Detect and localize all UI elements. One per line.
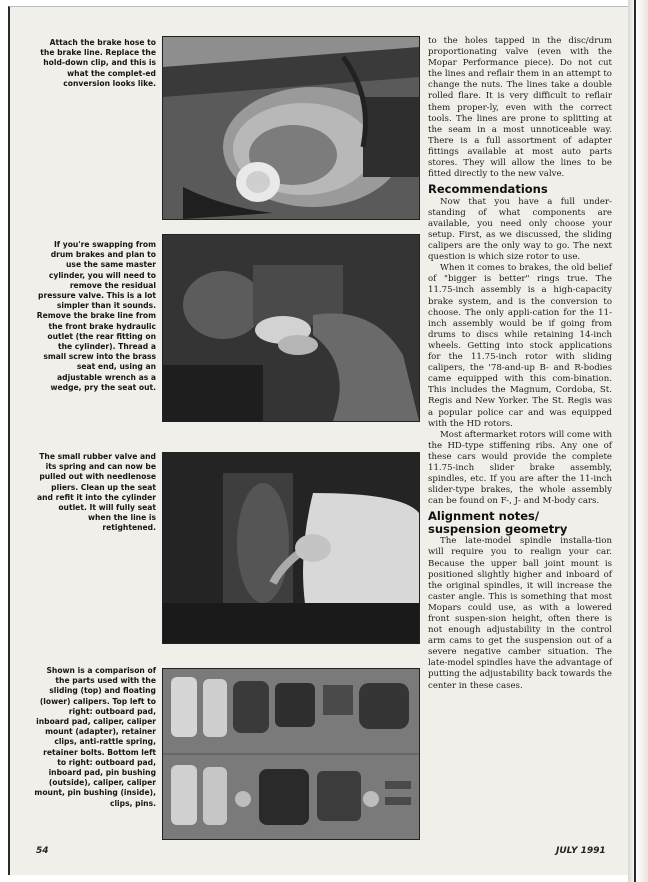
recommendations-paragraph-2: When it comes to brakes, the old belief of "bigger is better" rings true. The 11.75-inch assembly is a high-capacity brake system, and is the conversion to choose. The only appli-cation for the 11-inch assembly would be if going from drums to discs while retaining 14-inch wheels. Getting into stock applications for the 11.75-inch rotor with sliding calipers, the '78-and-up B- and R-bodies came equipped with this com-bination. This includes the Magnum, Cordoba, St. Regis and New Yorker. The St. Regis was a popular police car and was equipped with the HD rotors. xyxy=(428,263,612,429)
caption-brake-hose: Attach the brake hose to the brake line. Replace the hold-down clip, and this is what the complet-ed conversion looks like. xyxy=(40,38,156,88)
recommendations-paragraph-1: Now that you have a full under-standing of what components are available, you need only choose your setup. First, as we discussed, the sliding calipers are the only way to go. The next question is which size rotor to use. xyxy=(428,196,612,263)
photo-caliper-parts-comparison xyxy=(162,668,420,840)
scan-edge xyxy=(628,0,648,882)
page-number: 54 xyxy=(36,846,49,856)
issue-date: JULY 1991 xyxy=(556,846,606,856)
article-column xyxy=(428,36,612,692)
recommendations-paragraph-3: Most aftermarket rotors will come with the HD-type stiffening ribs. Any one of these cars would provide the complete 11.75-inch slider brake assembly, spindles, etc. If you are after the 11-inch slider-type brakes, the whole assembly can be found on F-, J- and M-body cars. xyxy=(428,429,612,507)
alignment-paragraph-1: The late-model spindle installa-tion will require you to realign your car. Because the upper ball joint mount is positioned slightly higher and inboard of the original spindles, it will increase the caster angle. This is something that most Mopars could use, as with a lowered front suspen-sion height, often there is not enough adjustability in the control arm cams to get the suspension out of a severe negative camber situation. The late-model spindles have the advantage of putting the adjustability back towards the center in these cases. xyxy=(428,536,612,691)
heading-recommendations: Recommendations xyxy=(428,182,548,197)
caption-parts-comparison: Shown is a comparison of the parts used with the sliding (top) and floating (lower) calipers. Top left to right: outboard pad, inboard pad, caliper, caliper mount (adapter), retainer clips, anti-rattle spring, retainer bolts. Bottom left to right: outboard pad, inboard pad, pin bushing (outside), caliper, caliper mount, pin bushing (inside), clips, pins. xyxy=(34,666,156,808)
heading-alignment-notes: Alignment notes/ suspension geometry xyxy=(428,509,568,536)
photo-rubber-valve-pliers xyxy=(162,452,420,644)
article-intro: to the holes tapped in the disc/drum proportionating valve (even with the Mopar Performance piece). Do not cut the lines and reflair them in an attempt to change the nuts. The lines take a double rolled flare. It is very difficult to reflair them proper-ly, even with the correct tools. The lines are prone to splitting at the seam in a most unnoticeable way. There is a full assortment of adapter fittings available at most auto parts stores. They will allow the lines to be fitted directly to the new valve. xyxy=(428,36,612,180)
caption-rubber-valve: The small rubber valve and its spring and can now be pulled out with needlenose pliers. Clean up the seat and refit it into the cylinder outlet. It will fully seat when the line is retightened. xyxy=(36,452,156,533)
photo-residual-valve-removal xyxy=(162,234,420,422)
caption-residual-valve: If you're swapping from drum brakes and plan to use the same master cylinder, you will need to remove the residual pressure valve. This is a lot simpler than it sounds. Remove the brake line from the front brake hydraulic outlet (the rear fitting on the cylinder). Thread a small screw into the brass seat end, using an adjustable wrench as a wedge, pry the seat out. xyxy=(36,240,156,392)
photo-completed-conversion xyxy=(162,36,420,220)
